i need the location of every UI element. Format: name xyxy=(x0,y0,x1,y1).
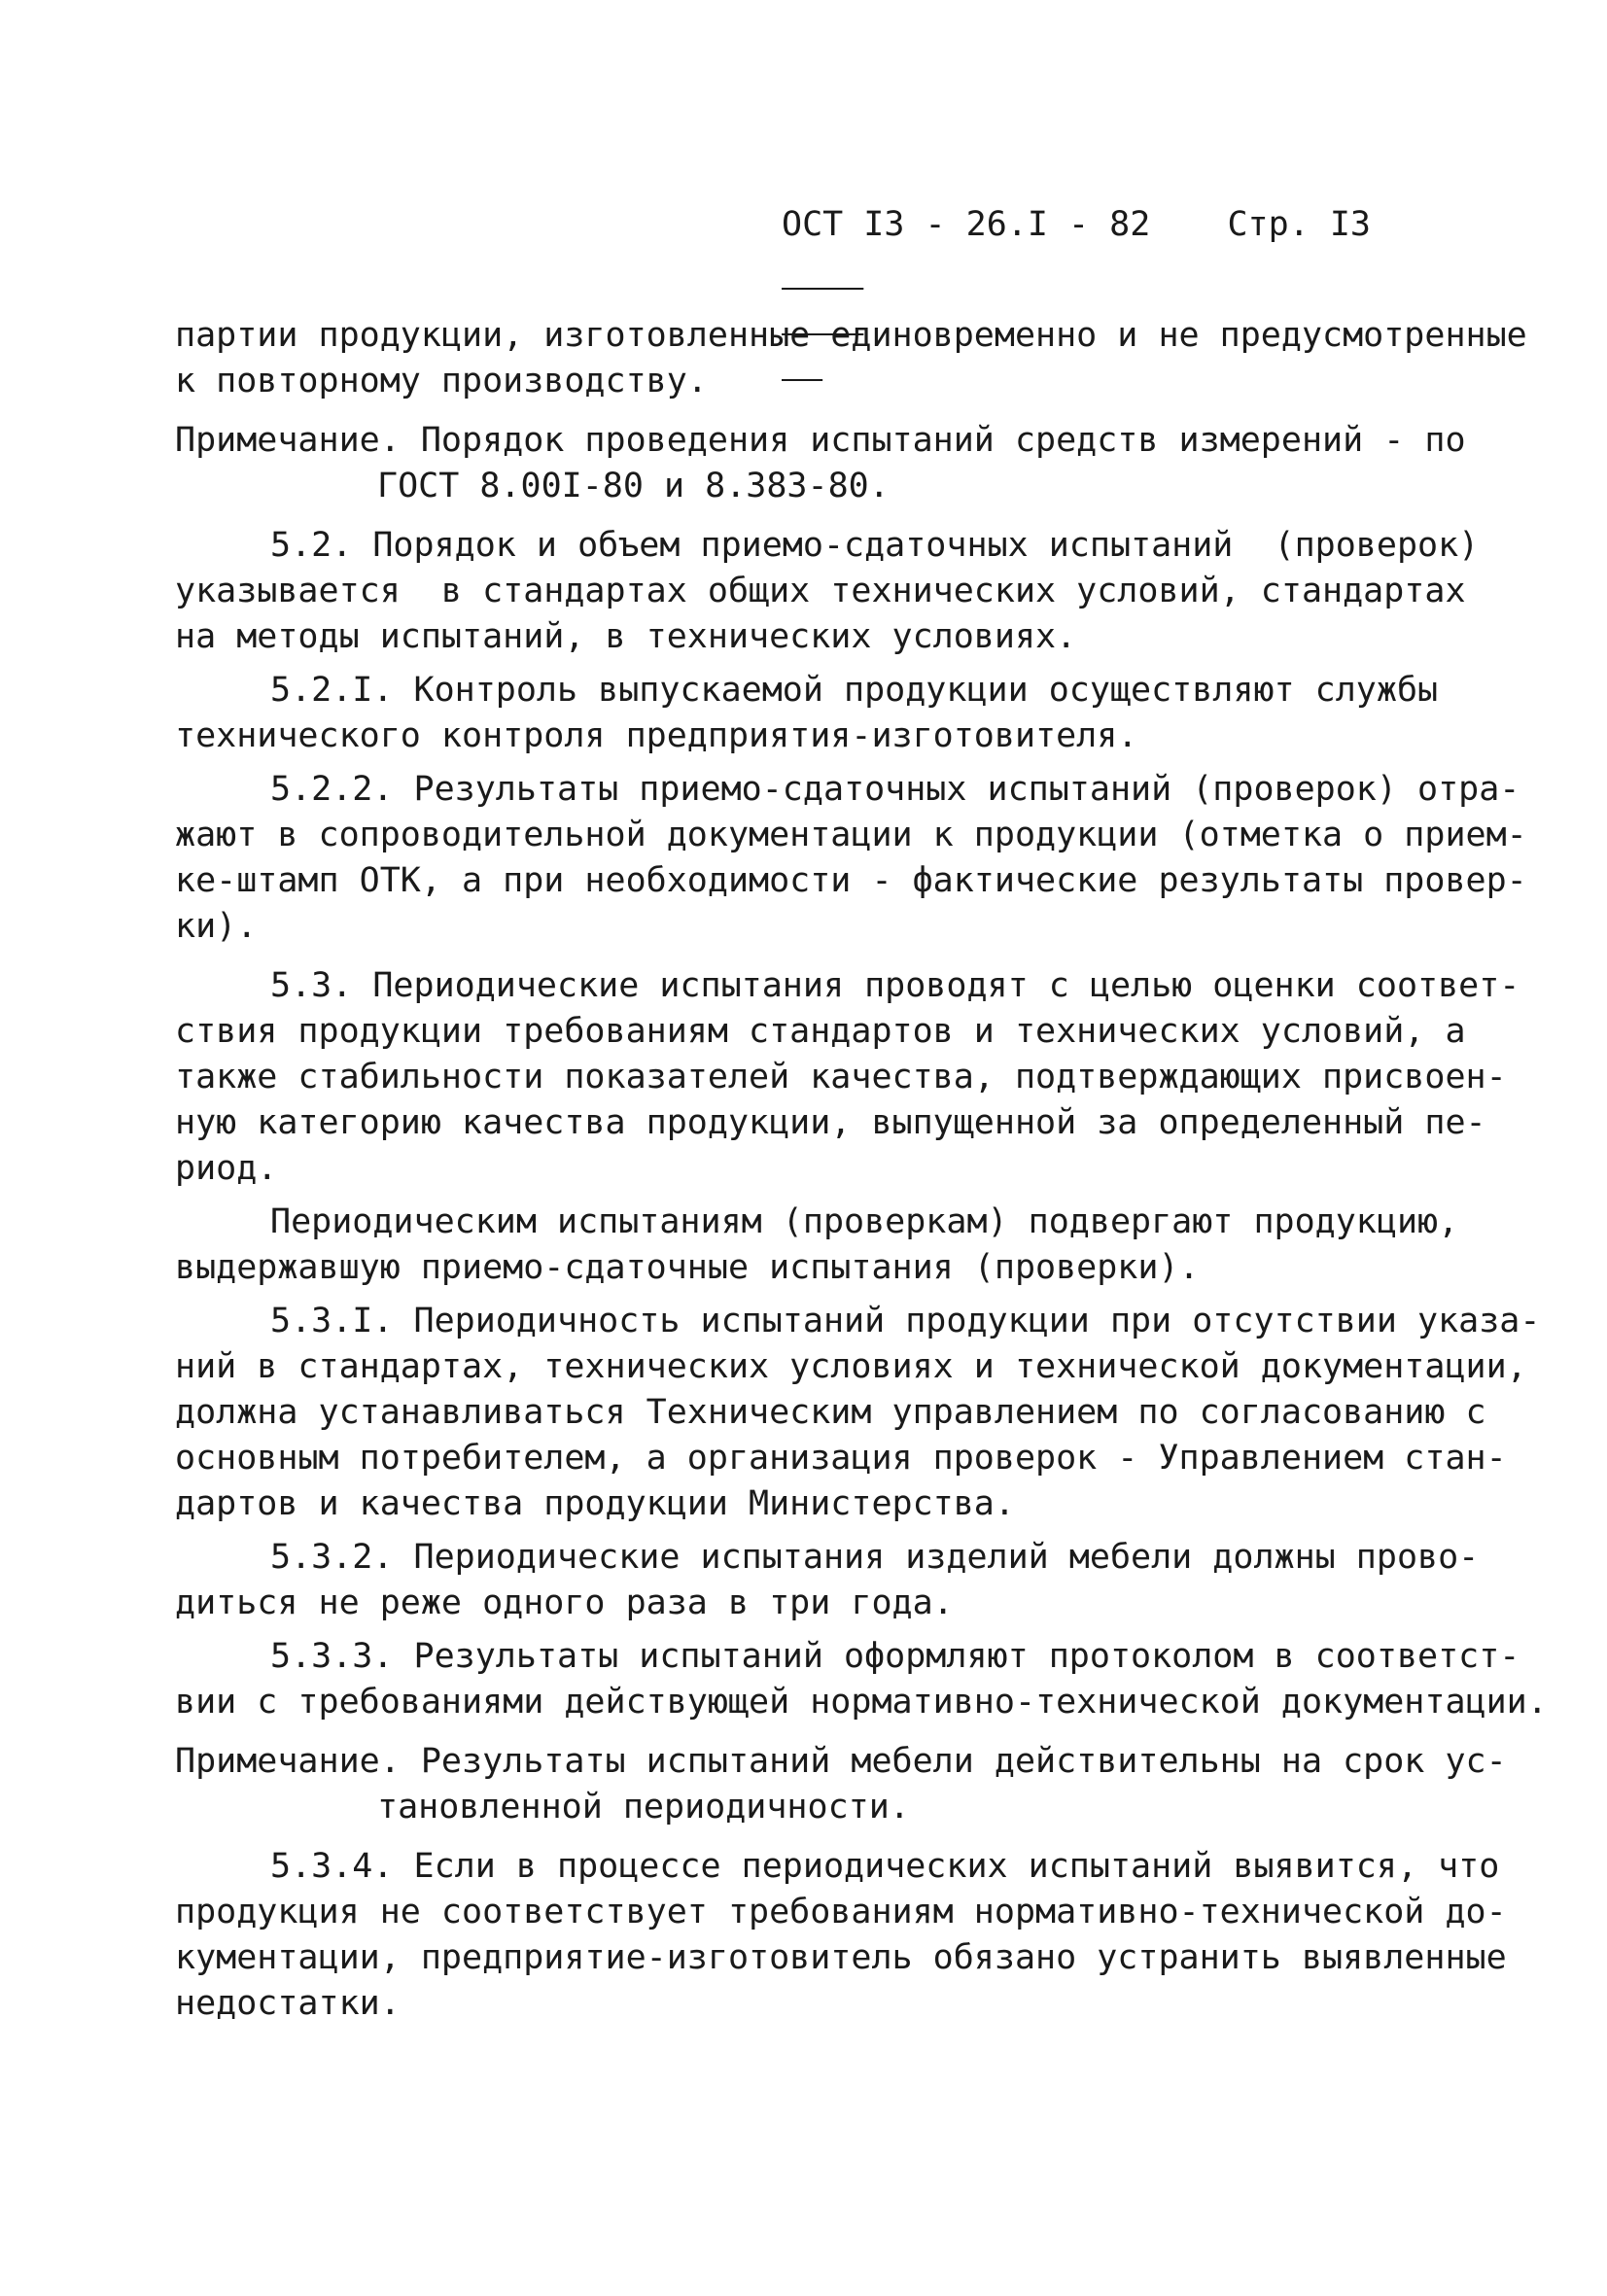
text-line: 5.3. Периодические испытания проводят с целью оценки соответ- xyxy=(270,966,1520,1005)
note-results-validity xyxy=(175,1739,1507,1830)
text-line: ную категорию качества продукции, выпущенной за определенный пе- xyxy=(175,1103,1486,1142)
text-line: ГОСТ 8.00I-80 и 8.383-80. xyxy=(377,467,890,505)
text-line: также стабильности показателей качества, подтверждающих присвоен- xyxy=(175,1058,1507,1096)
text-line: кументации, предприятие-изготовитель обязано устранить выявленные xyxy=(175,1938,1507,1977)
text-line: ке-штамп ОТК, а при необходимости - фактические результаты провер- xyxy=(175,861,1527,900)
text-line: 5.3.I. Периодичность испытаний продукции при отсутствии указа- xyxy=(270,1302,1541,1340)
text-line: тановленной периодичности. xyxy=(377,1788,910,1826)
text-line: Примечание. Порядок проведения испытаний средств измерений - по xyxy=(175,421,1466,460)
text-line: на методы испытаний, в технических условиях. xyxy=(175,617,1077,656)
document-code: ОСТ I3 - 26.I - 82 xyxy=(782,205,1151,244)
text-line: риод. xyxy=(175,1149,278,1188)
text-line: Периодическим испытаниям (проверкам) подвергают продукцию, xyxy=(270,1202,1459,1241)
text-line: 5.3.3. Результаты испытаний оформляют протоколом в соответст- xyxy=(270,1637,1520,1676)
paragraph-continuation xyxy=(175,313,1527,404)
text-line: 5.3.4. Если в процессе периодических испытаний выявится, что xyxy=(270,1847,1500,1886)
text-line: диться не реже одного раза в три года. xyxy=(175,1583,954,1622)
page-header xyxy=(782,202,1371,253)
clause-5-3 xyxy=(175,963,1520,1192)
clause-5-3-3 xyxy=(175,1634,1548,1725)
text-line: дартов и качества продукции Министерства. xyxy=(175,1484,1015,1523)
text-line: должна устанавливаться Техническим управлением по согласованию с xyxy=(175,1393,1486,1432)
note-test-procedure xyxy=(175,418,1466,509)
clause-5-2 xyxy=(175,523,1480,660)
text-line: ний в стандартах, технических условиях и технической документации, xyxy=(175,1347,1527,1386)
clause-5-2-1 xyxy=(175,668,1439,759)
text-line: жают в сопроводительной документации к продукции (отметка о прием- xyxy=(175,816,1527,854)
text-line: продукция не соответствует требованиям нормативно-технической до- xyxy=(175,1893,1507,1931)
text-line: к повторному производству. xyxy=(175,362,708,400)
text-line: технического контроля предприятия-изготовителя. xyxy=(175,716,1138,755)
text-line: ки). xyxy=(175,907,258,946)
text-line: недостатки. xyxy=(175,1984,401,2023)
text-line: выдержавшую приемо-сдаточные испытания (проверки). xyxy=(175,1248,1200,1287)
page-number: Стр. I3 xyxy=(1227,205,1371,244)
periodic-tests-paragraph xyxy=(175,1200,1459,1291)
text-line: 5.3.2. Периодические испытания изделий мебели должны прово- xyxy=(270,1538,1480,1577)
text-line: вии с требованиями действующей нормативно-технической документации. xyxy=(175,1683,1548,1722)
clause-5-3-4 xyxy=(175,1844,1507,2027)
text-line: ствия продукции требованиям стандартов и технических условий, а xyxy=(175,1012,1466,1051)
clause-5-3-1 xyxy=(175,1299,1541,1527)
text-line: указывается в стандартах общих технических условий, стандартах xyxy=(175,572,1466,610)
text-line: 5.2.2. Результаты приемо-сдаточных испытаний (проверок) отра- xyxy=(270,770,1520,809)
text-line: 5.2.I. Контроль выпускаемой продукции осуществляют службы xyxy=(270,671,1439,710)
text-line: 5.2. Порядок и объем приемо-сдаточных испытаний (проверок) xyxy=(270,526,1480,565)
document-body xyxy=(175,313,1548,2027)
clause-5-2-2 xyxy=(175,767,1527,950)
text-line: основным потребителем, а организация проверок - Управлением стан- xyxy=(175,1439,1507,1478)
text-line: Примечание. Результаты испытаний мебели действительны на срок ус- xyxy=(175,1742,1507,1781)
clause-5-3-2 xyxy=(175,1535,1480,1626)
text-line: партии продукции, изготовленные единовременно и не предусмотренные xyxy=(175,316,1527,355)
